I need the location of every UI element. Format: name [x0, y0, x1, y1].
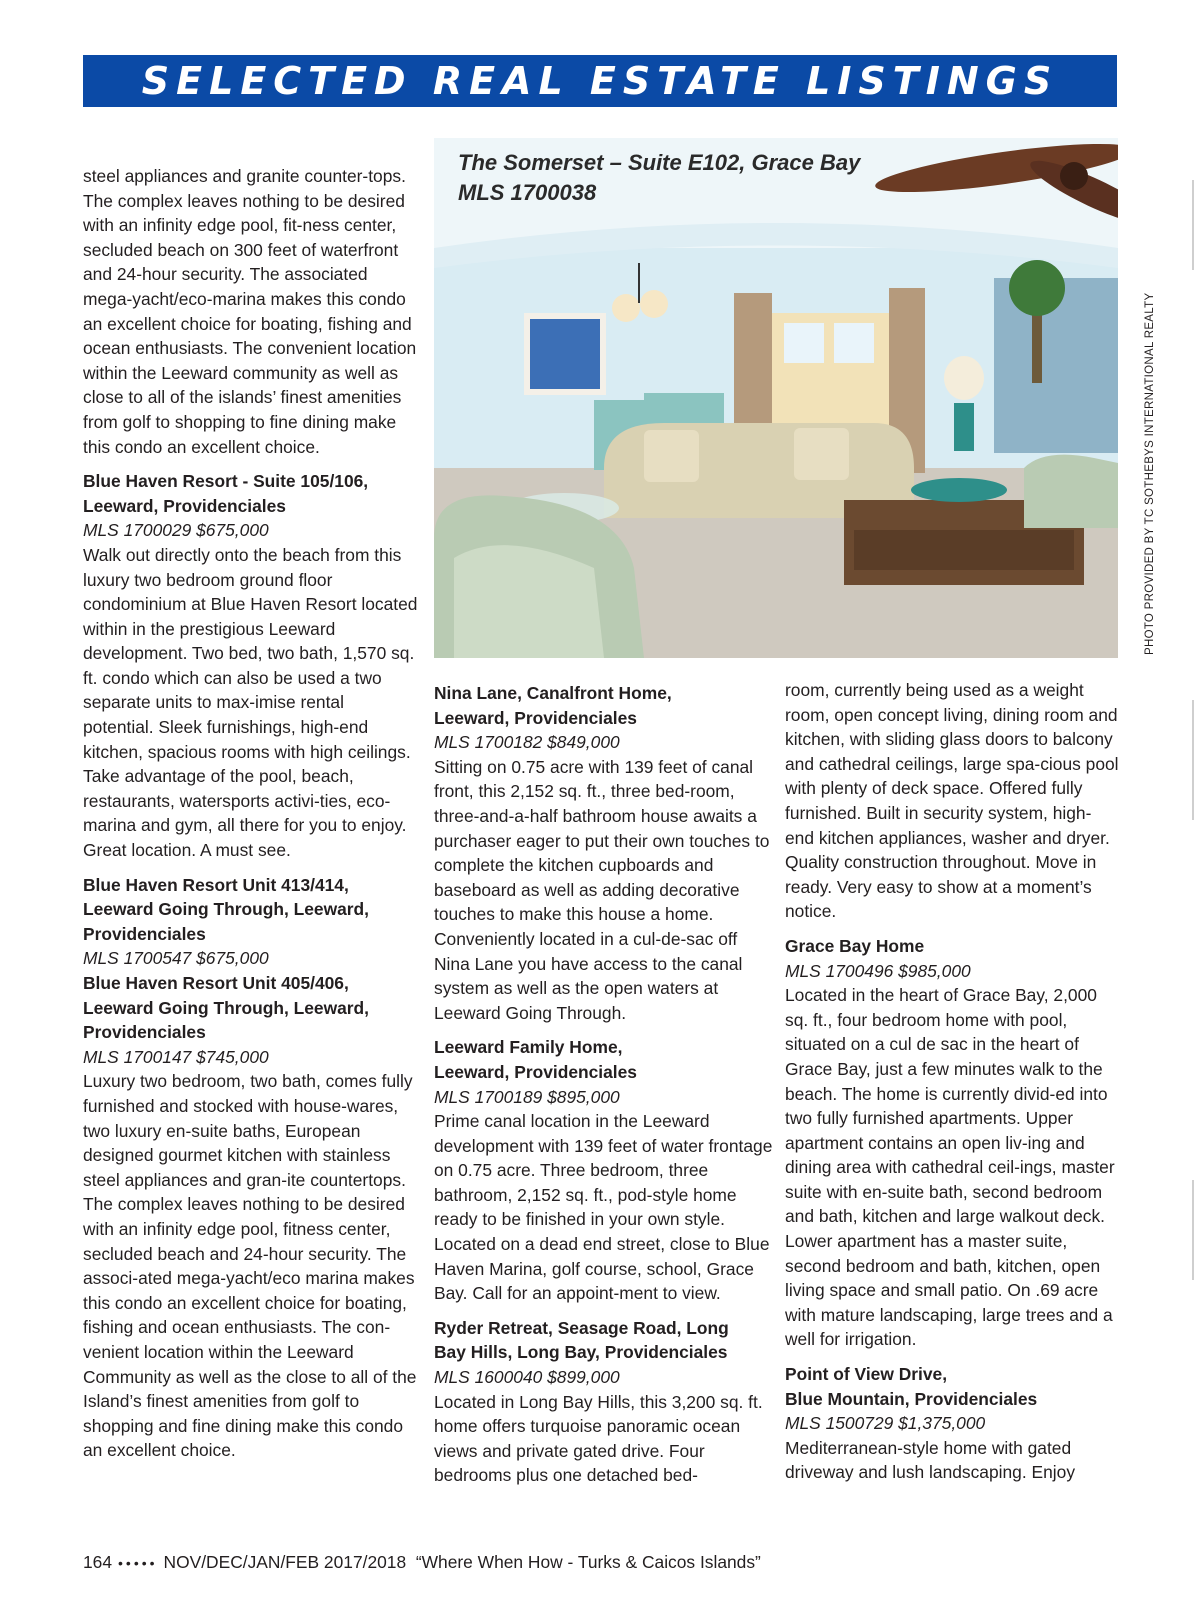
page-footer — [83, 1552, 761, 1573]
issue-date: NOV/DEC/JAN/FEB 2017/2018 — [163, 1552, 407, 1572]
column-1 — [83, 164, 419, 1463]
listing-title: Blue Haven Resort Unit 413/414, — [83, 874, 349, 895]
listing-title: Leeward Going Through, Leeward, — [83, 997, 370, 1018]
listing-mls-price: MLS 1700547 $675,000 — [83, 948, 269, 969]
page-edge-mark — [1192, 1180, 1194, 1280]
page-edge-mark — [1192, 180, 1194, 270]
listing-title: Bay Hills, Long Bay, Providenciales — [434, 1342, 728, 1363]
listing-title: Leeward Family Home, — [434, 1037, 623, 1058]
listing-title: Leeward, Providenciales — [434, 707, 637, 728]
caption-title: The Somerset – Suite E102, Grace Bay — [458, 150, 861, 175]
listing-title: Grace Bay Home — [785, 935, 925, 956]
listing-description: Luxury two bedroom, two bath, comes fully furnished and stocked with house-wares, two luxury en-suite baths, European designed gourmet kitchen with stainless steel appliances and gran-ite countertops. The complex leaves nothing to be desired with an infinity edge pool, fitness center, secluded beach and 24-hour security. The associ-ated mega-yacht/eco marina makes this condo an excellent choice for boating, fishing and ocean enthusiasts. The con-venient location within the Leeward Community as well as the close to all of the Island’s finest amenities from golf to shopping and fine dining make this condo an excellent choice. — [83, 1071, 417, 1461]
living-room-photo — [434, 138, 1118, 658]
listing-title: Ryder Retreat, Seasage Road, Long — [434, 1317, 729, 1338]
listing-description: Sitting on 0.75 acre with 139 feet of canal front, this 2,152 sq. ft., three bed-room, three-and-a-half bathroom house awaits a purchaser eager to put their own touches to complete the kitchen cupboards and baseboard as well as adding decorative touches to make this house a home. Conveniently located in a cul-de-sac off Nina Lane you have access to the canal system as well as the open waters at Leeward Going Through. — [434, 756, 770, 1023]
listing-description: Mediterranean-style home with gated driveway and lush landscaping. Enjoy — [785, 1437, 1076, 1483]
listing-description: Located in Long Bay Hills, this 3,200 sq. ft. home offers turquoise panoramic ocean views and private gated drive. Four bedrooms plus one detached bed- — [434, 1391, 763, 1486]
listing-title: Blue Haven Resort Unit 405/406, — [83, 973, 349, 993]
listing-title: Nina Lane, Canalfront Home, — [434, 683, 672, 703]
listing-description: Walk out directly onto the beach from this luxury two bedroom ground floor condominium at Blue Haven Resort located within in the prestigious Leeward development. Two bed, two bath, 1,570 sq. ft. condo which can also be used a two separate units to max-imise rental potential. Sleek furnishings, high-end kitchen, spacious rooms with high ceilings. Take advantage of the pool, beach, restaurants, watersports activi-ties, eco-marina and gym, all there for you to enjoy. Great location. A must see. — [83, 544, 418, 861]
photo-caption — [458, 148, 860, 208]
listing-title: Leeward, Providenciales — [434, 1061, 637, 1082]
listing-title: Leeward Going Through, Leeward, — [83, 899, 370, 920]
listing-mls-price: MLS 1500729 $1,375,000 — [785, 1413, 986, 1434]
listing-description: Prime canal location in the Leeward development with 139 feet of water frontage on 0.75 acre. Three bedroom, three bathroom, 2,152 sq. ft., pod-style home ready to be finished in your own style. Located on a dead end street, close to Blue Haven Marina, golf course, school, Grace Bay. Call for an appoint-ment to view. — [434, 1111, 773, 1304]
listing-mls-price: MLS 1600040 $899,000 — [434, 1367, 620, 1388]
listing-title: Providenciales — [83, 923, 206, 944]
listing-mls-price: MLS 1700029 $675,000 — [83, 520, 269, 541]
page-number: 164 — [83, 1552, 113, 1572]
listing-mls-price: MLS 1700189 $895,000 — [434, 1086, 620, 1107]
column-2 — [434, 681, 774, 1488]
listing-title: Providenciales — [83, 1022, 206, 1043]
publication-name: “Where When How - Turks & Caicos Islands” — [415, 1552, 761, 1572]
photo-credit: PHOTO PROVIDED BY TC SOTHEBYS INTERNATIONAL REALTY — [1144, 292, 1156, 655]
listing-mls-price: MLS 1700147 $745,000 — [83, 1046, 269, 1067]
section-banner — [83, 55, 1117, 107]
listing-mls-price: MLS 1700182 $849,000 — [434, 732, 620, 753]
listing-title: Blue Mountain, Providenciales — [785, 1388, 1038, 1409]
listing-description: Located in the heart of Grace Bay, 2,000 sq. ft., four bedroom home with pool, situated on a cul de sac in the heart of Grace Bay, just a few minutes walk to the beach. The home is currently divid-ed into two fully furnished apartments. Upper apartment contains an open liv-ing and dining area with cathedral ceil-ings, master suite with en-suite bath, second bedroom and bath, kitchen and large walkout deck. Lower apartment has a master suite, second bedroom and bath, kitchen, open living space and small patio. On .69 acre with mature landscaping, large trees and a well for irrigation. — [785, 985, 1115, 1350]
intro-paragraph: steel appliances and granite counter-tops. The complex leaves nothing to be desired with an infinity edge pool, fit-ness center, secluded beach on 300 feet of waterfront and 24-hour security. The associated mega-yacht/eco-marina makes this condo an excellent choice for boating, fishing and ocean enthusiasts. The convenient location within the Leeward community as well as close to all of the islands’ finest amenities from golf to shopping to fine dining make this condo an excellent choice. — [83, 166, 417, 457]
caption-mls: MLS 1700038 — [458, 180, 597, 205]
listing-description-continued: room, currently being used as a weight room, open concept living, dining room and kitchen, with sliding glass doors to balcony and cathedral ceilings, large spa-cious pool with plenty of deck space. Offered fully furnished. Built in security system, high-end kitchen appliances, washer and dryer. Quality construction throughout. Move in ready. Very easy to show at a moment’s notice. — [785, 680, 1119, 922]
listing-mls-price: MLS 1700496 $985,000 — [785, 960, 971, 981]
listing-title: Leeward, Providenciales — [83, 495, 286, 516]
page-edge-mark — [1192, 700, 1194, 820]
listing-photo — [434, 138, 1118, 658]
column-3 — [785, 678, 1120, 1485]
listing-title: Blue Haven Resort - Suite 105/106, — [83, 471, 369, 492]
listing-title: Point of View Drive, — [785, 1364, 948, 1385]
banner-title: SELECTED REAL ESTATE LISTINGS — [141, 59, 1059, 103]
footer-dots: ••••• — [118, 1555, 158, 1571]
